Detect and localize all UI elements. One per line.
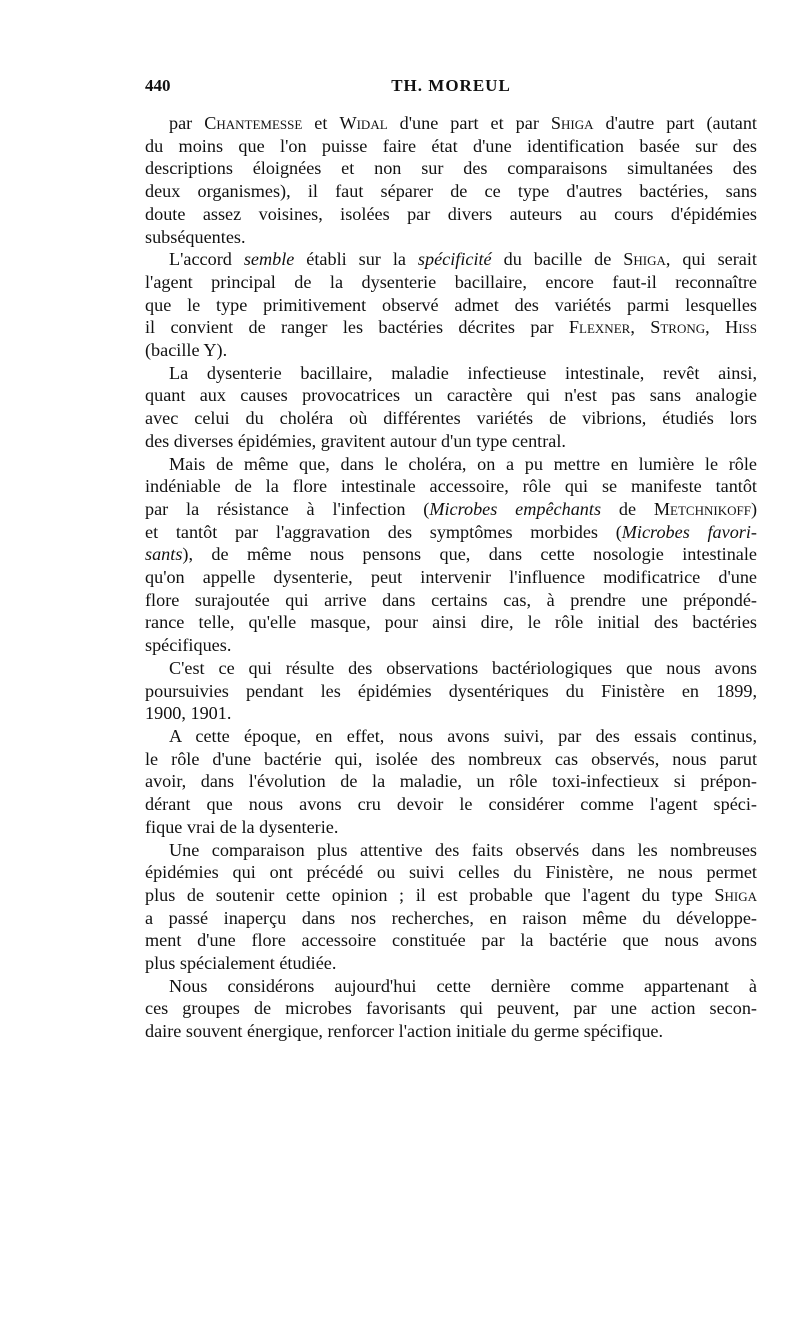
text-run: daire souvent énergique, renforcer l'action initiale du germe spécifique. [145, 1021, 664, 1042]
text-run: par la résistance à l'infection ( [145, 498, 430, 519]
text-run: épidémies qui ont précédé ou suivi celles du Finistère, ne nous permet [145, 862, 757, 883]
text-run: avoir, dans l'évolution de la maladie, un rôle toxi-infectieux si prépon- [145, 771, 757, 792]
text-line [145, 430, 757, 453]
text-line [145, 248, 757, 271]
text-line [145, 725, 757, 748]
text-line [145, 180, 757, 203]
text-run: doute assez voisines, isolées par divers auteurs au cours d'épidémies [145, 203, 757, 224]
paragraph [145, 725, 757, 839]
text-run: La dysenterie bacillaire, maladie infectieuse intestinale, revêt ainsi, [169, 362, 757, 383]
text-run: A cette époque, en effet, nous avons suivi, par des essais continus, [169, 725, 757, 746]
text-line [145, 1020, 757, 1043]
text-run: plus de soutenir cette opinion ; il est probable que l'agent du type [145, 884, 715, 905]
text-run: deux organismes), il faut séparer de ce type d'autres bactéries, sans [145, 181, 757, 202]
author-name: Widal [339, 113, 388, 133]
author-name: Shiga [714, 884, 757, 905]
author-name: Metchnikoff [653, 498, 751, 519]
text-line [145, 566, 757, 589]
text-line [145, 793, 757, 816]
text-run: ) [750, 498, 758, 519]
paragraph [145, 248, 757, 362]
text-line [145, 997, 757, 1020]
text-run: fique vrai de la dysenterie. [145, 816, 339, 837]
text-run: descriptions éloignées et non sur des comparaisons simultanées des [145, 158, 757, 179]
text-line [145, 453, 757, 476]
text-line [145, 657, 757, 680]
text-run: du moins que l'on puisse faire état d'une identification basée sur des [145, 135, 757, 156]
emphasis: Microbes empêchants [429, 498, 602, 519]
text-line [145, 521, 757, 544]
text-run: plus spécialement étudiée. [145, 953, 337, 974]
author-name: Strong [650, 317, 706, 338]
text-line [145, 362, 757, 385]
text-line [145, 680, 757, 703]
text-line [145, 884, 757, 907]
text-line [145, 226, 757, 249]
text-line [145, 589, 757, 612]
text-line [145, 407, 757, 430]
text-run: et [302, 113, 340, 133]
text-line [145, 975, 757, 998]
emphasis: Microbes favori- [621, 521, 757, 542]
text-run: d'une part et par [387, 113, 551, 133]
text-run: Mais de même que, dans le choléra, on a pu mettre en lumière le rôle [169, 453, 757, 474]
text-line [145, 770, 757, 793]
text-run: de [601, 498, 654, 519]
text-line [145, 839, 757, 862]
text-run: rance telle, qu'elle masque, pour ainsi dire, le rôle initial des bactéries [145, 612, 757, 633]
text-run: C'est ce qui résulte des observations bactériologiques que nous avons [169, 657, 757, 678]
text-run: Nous considérons aujourd'hui cette dernière comme appartenant à [169, 975, 757, 996]
text-line [145, 112, 757, 135]
text-run: indéniable de la flore intestinale accessoire, rôle qui se manifeste tantôt [145, 476, 757, 497]
author-name: Flexner [568, 317, 631, 338]
text-line [145, 135, 757, 158]
text-line [145, 316, 757, 339]
body-text [145, 112, 757, 1043]
text-run: ), de même nous pensons que, dans cette nosologie intestinale [182, 544, 757, 565]
text-line [145, 271, 757, 294]
text-run: qu'on appelle dysenterie, peut intervenir l'influence modificatrice d'une [145, 567, 757, 588]
text-line [145, 929, 757, 952]
text-run: a passé inaperçu dans nos recherches, en raison même du développe- [145, 907, 757, 928]
text-line [145, 543, 757, 566]
text-run: flore surajoutée qui arrive dans certains cas, à prendre une prépondé- [145, 589, 757, 610]
emphasis: semble [243, 249, 295, 270]
running-header [145, 76, 757, 100]
text-run: des diverses épidémies, gravitent autour d'un type central. [145, 430, 566, 451]
running-title: TH. MOREUL [391, 76, 511, 95]
text-run: , [630, 317, 651, 338]
paragraph [145, 362, 757, 453]
text-run: ment d'une flore accessoire constituée par la bactérie que nous avons [145, 930, 757, 951]
text-run: poursuivies pendant les épidémies dysentériques du Finistère en 1899, [145, 680, 757, 701]
text-run: subséquentes. [145, 226, 246, 247]
paragraph [145, 839, 757, 975]
text-line [145, 203, 757, 226]
paragraph [145, 453, 757, 657]
text-run: (bacille Y). [145, 340, 228, 361]
text-line [145, 907, 757, 930]
paragraph [145, 112, 757, 248]
paragraph [145, 975, 757, 1043]
author-name: Shiga [623, 249, 666, 270]
text-run: il convient de ranger les bactéries décrites par [145, 317, 569, 338]
page-number: 440 [145, 76, 171, 95]
text-line [145, 475, 757, 498]
author-name: Shiga [550, 113, 594, 133]
text-run: d'autre part (autant [593, 113, 757, 133]
text-run: par [169, 113, 205, 133]
text-line [145, 748, 757, 771]
text-run: L'accord [169, 249, 244, 270]
text-line [145, 498, 757, 521]
paragraph [145, 657, 757, 725]
author-name: Chantemesse [204, 113, 303, 133]
emphasis: spécificité [417, 249, 492, 270]
text-run: , qui serait [665, 249, 757, 270]
text-run: que le type primitivement observé admet des variétés parmi lesquelles [145, 294, 757, 315]
text-run: 1900, 1901. [145, 703, 232, 724]
text-run: ces groupes de microbes favorisants qui peuvent, par une action secon- [145, 998, 757, 1019]
text-line [145, 634, 757, 657]
text-run: , [705, 317, 726, 338]
text-run: le rôle d'une bactérie qui, isolée des nombreux cas observés, nous parut [145, 748, 757, 769]
text-run: établi sur la [294, 249, 418, 270]
text-line [145, 384, 757, 407]
text-run: du bacille de [491, 249, 624, 270]
text-line [145, 702, 757, 725]
author-name: Hiss [725, 317, 757, 338]
text-run: quant aux causes provocatrices un caractère qui n'est pas sans analogie [145, 385, 757, 406]
text-line [145, 294, 757, 317]
text-run: Une comparaison plus attentive des faits observés dans les nombreuses [169, 839, 757, 860]
text-run: spécifiques. [145, 635, 232, 656]
text-run: et tantôt par l'aggravation des symptômes morbides ( [145, 521, 622, 542]
text-run: avec celui du choléra où différentes variétés de vibrions, étudiés lors [145, 408, 757, 429]
text-line [145, 157, 757, 180]
text-line [145, 952, 757, 975]
text-run: l'agent principal de la dysenterie bacillaire, encore faut-il reconnaître [145, 271, 757, 292]
text-line [145, 861, 757, 884]
text-line [145, 816, 757, 839]
text-run: dérant que nous avons cru devoir le considérer comme l'agent spéci- [145, 794, 757, 815]
text-line [145, 339, 757, 362]
emphasis: sants [145, 544, 183, 565]
text-line [145, 611, 757, 634]
